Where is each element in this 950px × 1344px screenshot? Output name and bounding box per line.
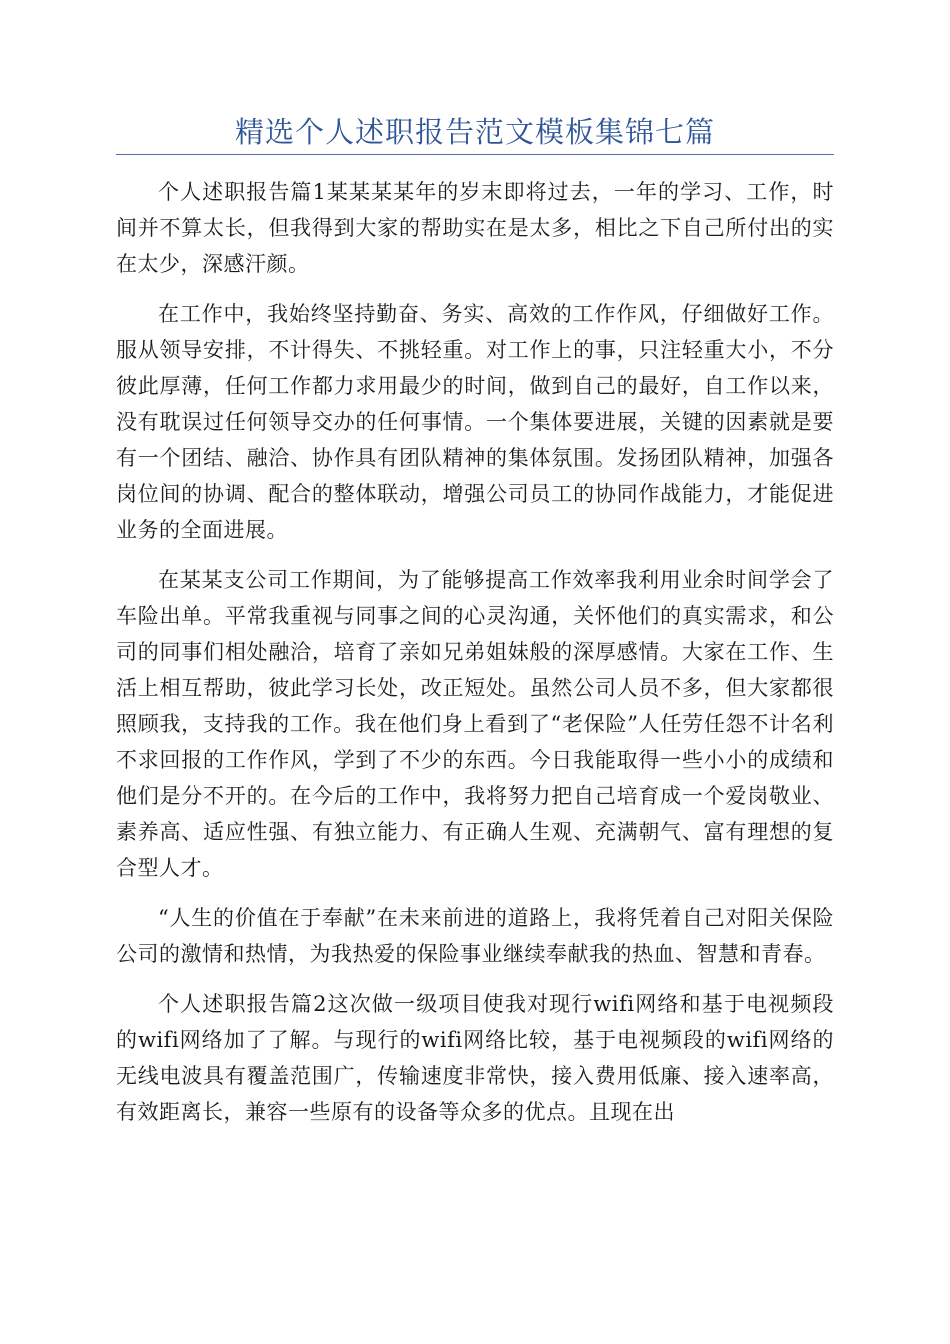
paragraph-1: 个人述职报告篇1某某某某年的岁末即将过去，一年的学习、工作，时间并不算太长，但我得到大家的帮助实在是太多，相比之下自己所付出的实在太少，深感汗颜。	[116, 180, 834, 276]
document-body	[116, 174, 834, 1144]
paragraph-4: “人生的价值在于奉献”在未来前进的道路上，我将凭着自己对阳关保险公司的激情和热情，为我热爱的保险事业继续奉献我的热血、智慧和青春。	[116, 906, 834, 966]
document-title: 精选个人述职报告范文模板集锦七篇	[234, 115, 715, 149]
paragraph-5: 个人述职报告篇2这次做一级项目使我对现行wifi网络和基于电视频段的wifi网络加了了解。与现行的wifi网络比较，基于电视频段的wifi网络的无线电波具有覆盖范围广，传输速度非常快，接入费用低廉、接入速率高，有效距离长，兼容一些原有的设备等众多的优点。且现在出	[116, 992, 834, 1124]
paragraph-2: 在工作中，我始终坚持勤奋、务实、高效的工作作风，仔细做好工作。服从领导安排，不计得失、不挑轻重。对工作上的事，只注轻重大小，不分彼此厚薄，任何工作都力求用最少的时间，做到自己的最好，自工作以来，没有耽误过任何领导交办的任何事情。一个集体要进展，关键的因素就是要有一个团结、融洽、协作具有团队精神的集体氛围。发扬团队精神，加强各岗位间的协调、配合的整体联动，增强公司员工的协同作战能力，才能促进业务的全面进展。	[116, 302, 834, 542]
paragraph-3: 在某某支公司工作期间，为了能够提高工作效率我利用业余时间学会了车险出单。平常我重视与同事之间的心灵沟通，关怀他们的真实需求，和公司的同事们相处融洽，培育了亲如兄弟姐妹般的深厚感情。大家在工作、生活上相互帮助，彼此学习长处，改正短处。虽然公司人员不多，但大家都很照顾我，支持我的工作。我在他们身上看到了“老保险”人任劳任怨不计名利不求回报的工作作风，学到了不少的东西。今日我能取得一些小小的成绩和他们是分不开的。在今后的工作中，我将努力把自己培育成一个爱岗敬业、素养高、适应性强、有独立能力、有正确人生观、充满朝气、富有理想的复合型人才。	[116, 568, 834, 880]
title-underline	[116, 154, 834, 155]
